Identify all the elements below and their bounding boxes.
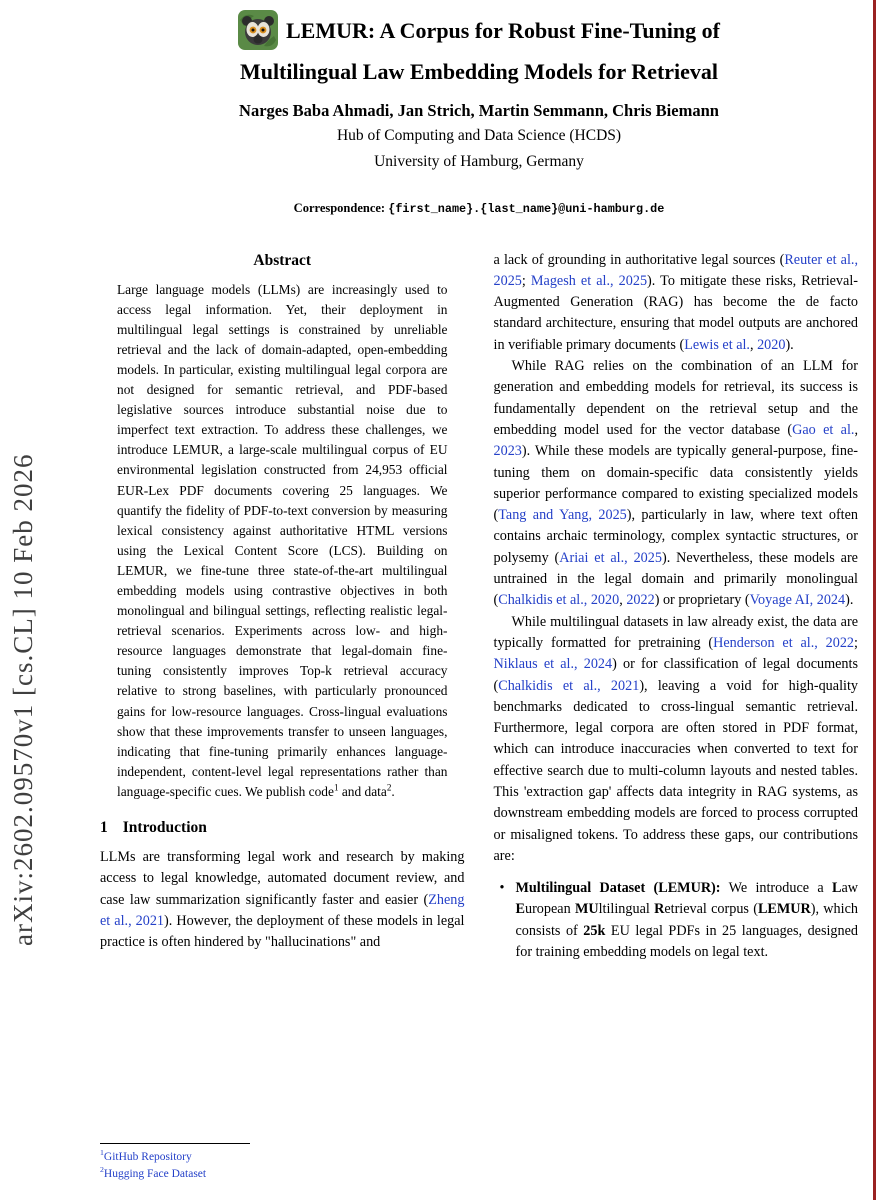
text-segment: Large language models (LLMs) are increasingly used to access legal information. Yet, their deployment in multilingual legal settings is constrained by unreliable retrieval and the lack of domain-adapted, open-embedding models. In particular, existing multilingual legal corpora are not designed for semantic retrieval, and PDF-based legislative sources introduce substantial noise due to imperfect text extraction. To address these challenges, we introduce LEMUR, a large-scale multilingual corpus of EU environmental legislation constructed from 24,953 official EUR-Lex PDF documents covering 25 languages. We quantify the fidelity of PDF-to-text conversion by measuring lexical consistency against authoritative HTML versions using the Lexical Content Score (LCS). Building on LEMUR, we fine-tune three state-of-the-art multilingual embedding models using contrastive objectives in both monolingual and bilingual settings, reflecting realistic legal-retrieval scenarios. Experiments across low- and high-resource languages demonstrate that legal-domain fine-tuning consistently improves Top-k retrieval accuracy relative to strong baselines, with particularly pronounced gains for low-resource languages. Cross-lingual evaluations show that these improvements transfer to unseen languages, indicating that fine-tuning primarily enhances language-independent, content-level legal representations rather than language-specific cues. We publish code [117,281,448,799]
citation-link[interactable]: Ariai et al., 2025 [559,549,662,566]
citation-link[interactable]: Magesh et al., 2025 [530,272,648,289]
text-segment: We introduce a [720,880,832,897]
text-segment: , [619,592,627,609]
text-segment: ). Nevertheless, these models are untrained in the legal domain and primarily monolingual ( [493,549,858,609]
text-segment: and data [338,783,387,799]
text-segment: ltilingual [598,901,655,918]
text-segment: ). [785,336,794,353]
contribution-bullet-1 [500,878,859,963]
paper-header [100,0,858,216]
text-segment: ), leaving a void for high-quality benchmarks dedicated to cross-lingual semantic retrieval. Furthermore, legal corpora are often stored in PDF format, which can introduce inaccuracies when converted to text for effective search due to multi-column layouts and nested tables. This 'extraction gap' affects data integrity in RAG systems, as downstream embedding models are forced to process corrupted or misaligned tokens. To address these gaps, our contributions are: [493,677,858,864]
footnote-ref-link[interactable]: 1 [333,782,339,793]
two-column-body [100,250,858,964]
paper-title [100,10,858,86]
section-title: Introduction [122,819,207,836]
text-segment: ). To mitigate these risks, Retrieval-Augmented Generation (RAG) has become the de facto standard architecture, ensuring that model outputs are anchored in verifiable primary documents ( [493,272,858,353]
left-column [100,250,465,964]
text-segment: ). While these models are typically general-purpose, fine-tuning them on domain-specific data consistently yields superior performance compared to existing specialized models ( [493,443,858,524]
contribution-bullet-1-text [516,878,859,963]
text-segment: , [749,336,758,353]
text-segment: 25k [583,922,606,939]
abstract-section [100,252,465,802]
text-segment: MU [574,901,599,918]
footnote-2 [100,1166,464,1183]
section-number: 1 [100,819,108,836]
citation-link[interactable]: Henderson et al., 2022 [713,634,855,651]
text-segment: . [391,783,395,799]
footnote-block [100,1143,464,1182]
text-segment: ; [521,272,531,289]
citation-link[interactable]: 2020 [757,336,786,353]
citation-link[interactable]: 2022 [626,592,655,609]
title-line-1 [100,10,858,57]
text-segment: L [831,880,842,897]
correspondence-email[interactable]: {first_name}.{last_name}@uni-hamburg.de [388,201,665,216]
footnote-rule [100,1143,250,1144]
footnote-2-link[interactable]: Hugging Face Dataset [103,1167,207,1180]
text-segment: While multilingual datasets in law already exist, the data are typically formatted for pretraining ( [493,613,858,651]
text-segment: EU legal PDFs in 25 languages, designed for training embedding models on legal text. [515,922,858,961]
affiliation-line-2: University of Hamburg, Germany [374,153,584,171]
text-segment: , [854,421,858,438]
citation-link[interactable]: Reuter et al., 2025 [493,251,858,289]
correspondence-label: Correspondence: [293,200,386,215]
footnote-1-link[interactable]: GitHub Repository [103,1151,192,1163]
footnote-1-marker: 1 [100,1148,104,1158]
text-segment: a lack of grounding in authoritative legal sources ( [493,251,785,268]
text-segment: LLMs are transforming legal work and research by making access to legal knowledge, automated document review, and case law summarization significantly faster and easier ( [100,849,465,908]
footnote-ref-link[interactable]: 2 [386,782,392,793]
text-segment: ) or proprietary ( [654,592,750,609]
intro-paragraph-2 [494,356,859,612]
citation-link[interactable]: Tang and Yang, 2025 [498,507,627,524]
text-segment: ) or for classification of legal documents ( [493,656,858,694]
citation-link[interactable]: Voyage AI, 2024 [749,592,846,609]
right-column [494,250,859,964]
abstract-body [117,280,448,802]
text-segment: ). However, the deployment of these models in legal practice is often hindered by "hallucinations" and [100,912,465,951]
text-segment: uropean [524,901,575,918]
title-line-2 [100,57,858,86]
citation-link[interactable]: Gao et al. [792,421,855,438]
abstract-heading: Abstract [253,251,312,269]
text-segment: LEMUR [757,901,811,918]
correspondence-line [100,201,858,216]
intro-paragraph-1-continued [494,250,859,356]
citation-link[interactable]: Zheng et al., 2021 [100,891,465,929]
arxiv-watermark: arXiv:2602.09570v1 [cs.CL] 10 Feb 2026 [8,453,38,946]
citation-link[interactable]: Niklaus et al., 2024 [493,656,613,673]
title-text-line2: Multilingual Law Embedding Models for Retrieval [239,59,719,85]
text-segment: aw [841,880,858,897]
text-segment: E [515,901,525,918]
text-segment: Multilingual Dataset (LEMUR): [515,880,721,897]
citation-link[interactable]: Lewis et al. [684,336,750,353]
title-text-line1: LEMUR: A Corpus for Robust Fine-Tuning of [286,18,720,43]
citation-link[interactable]: Chalkidis et al., 2020 [498,592,620,609]
footnote-1 [100,1149,464,1166]
bullet-marker: • [499,880,505,897]
text-segment: R [654,901,665,918]
footnote-2-marker: 2 [100,1164,104,1174]
author-list: Narges Baba Ahmadi, Jan Strich, Martin Semmann, Chris Biemann [239,101,719,121]
text-segment: ), which consists of [515,901,858,939]
text-segment: ). [845,592,854,609]
intro-paragraph-3 [494,612,859,868]
intro-paragraph-1 [100,847,465,953]
text-segment: While RAG relies on the combination of an LLM for generation and embedding models for retrieval, its success is fundamentally dependent on the retrieval setup and the embedding model used for the vector database ( [493,358,858,438]
text-segment: ), particularly in law, where text often contains archaic terminology, complex syntactic structures, or polysemy ( [493,507,858,566]
section-heading-introduction [100,819,465,837]
citation-link[interactable]: Chalkidis et al., 2021 [498,677,640,694]
lemur-logo-icon [238,10,278,57]
citation-link[interactable]: 2023 [493,443,522,460]
text-segment: ; [854,634,858,651]
affiliation-line-1: Hub of Computing and Data Science (HCDS) [336,127,622,145]
text-segment: etrieval corpus ( [664,901,758,918]
